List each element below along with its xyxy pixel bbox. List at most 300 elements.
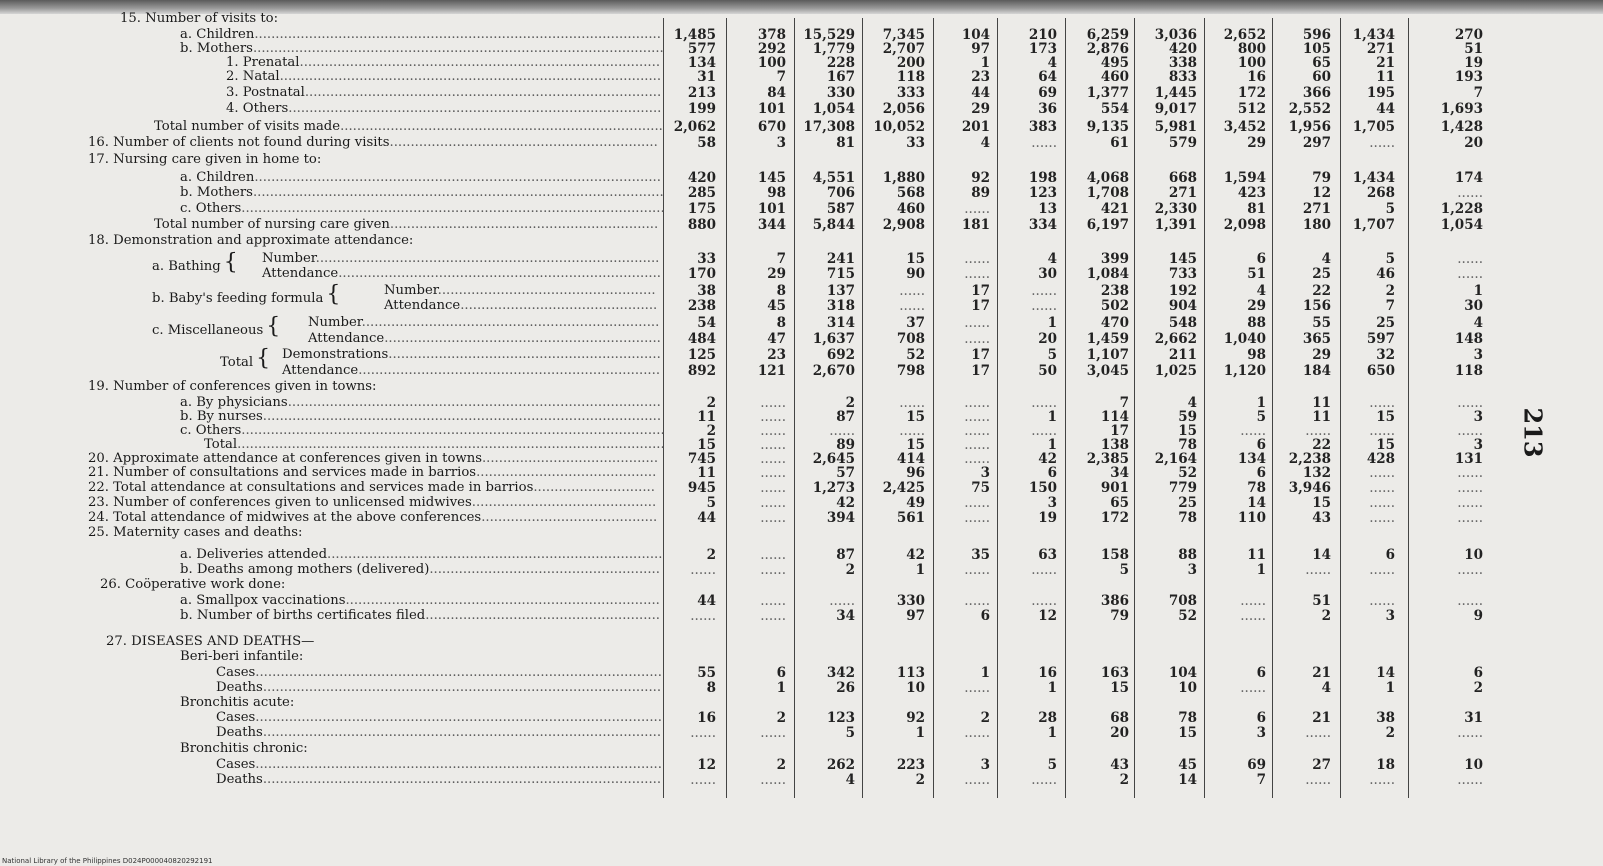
table-cell: ......: [1369, 480, 1395, 496]
table-cell: 2,552: [1288, 101, 1331, 117]
row-label-text: 16. Number of clients not found during visits: [88, 135, 390, 150]
table-cell: 15: [1110, 680, 1129, 696]
table-cell: ......: [1031, 298, 1057, 314]
table-cell: 16: [1247, 69, 1266, 85]
table-cell: 708: [896, 331, 925, 347]
table-cell: 6: [776, 665, 786, 681]
table-cell: 211: [1168, 347, 1197, 363]
table-cell: 38: [697, 283, 716, 299]
row-label: [88, 380, 376, 394]
table-cell: ......: [1457, 593, 1483, 609]
table-cell: 421: [1100, 201, 1129, 217]
table-cell: ......: [964, 409, 990, 425]
table-cell: 1,391: [1154, 217, 1197, 233]
table-cell: 399: [1100, 251, 1129, 267]
row-label-text: Demonstrations: [282, 347, 389, 362]
table-cell: 79: [1110, 608, 1129, 624]
row-label-text: a. Children: [180, 27, 255, 42]
leader-dots: ...............................................................................................: [262, 680, 662, 695]
brace-symbol: {: [266, 314, 281, 339]
table-cell: 15: [906, 437, 925, 453]
table-cell: 5: [845, 725, 855, 741]
row-label: [88, 526, 302, 540]
table-cell: 420: [1168, 41, 1197, 57]
table-cell: 5: [706, 495, 716, 511]
table-cell: 134: [687, 55, 716, 71]
table-cell: ......: [760, 772, 786, 788]
row-label: [180, 563, 660, 577]
table-cell: 25: [1312, 266, 1331, 282]
row-label: [180, 696, 294, 710]
row-label: [282, 364, 660, 378]
table-cell: 5,844: [812, 217, 855, 233]
table-cell: 5: [1385, 251, 1395, 267]
row-label-text: 3. Postnatal: [226, 85, 305, 100]
row-label-text: 26. Coöperative work done:: [100, 577, 286, 592]
table-cell: 2,062: [673, 119, 716, 135]
row-label-text: a. By physicians: [180, 395, 288, 410]
table-cell: 23: [767, 347, 786, 363]
table-cell: ......: [964, 331, 990, 347]
table-cell: 5: [1385, 201, 1395, 217]
table-cell: 2,238: [1288, 451, 1331, 467]
group-label: c. Miscellaneous: [152, 323, 264, 338]
table-cell: 17: [1110, 423, 1129, 439]
table-cell: 51: [1247, 266, 1266, 282]
table-cell: 38: [1376, 710, 1395, 726]
table-cell: ......: [760, 495, 786, 511]
table-cell: 31: [697, 69, 716, 85]
table-cell: 1: [1047, 680, 1057, 696]
table-cell: 460: [896, 201, 925, 217]
row-label-text: Deaths: [216, 725, 263, 740]
leader-dots: ............................................: [471, 495, 657, 510]
table-cell: 6: [1473, 665, 1483, 681]
table-cell: ......: [1031, 395, 1057, 411]
table-cell: 3: [1473, 437, 1483, 453]
row-label: [216, 726, 661, 740]
table-cell: ......: [964, 315, 990, 331]
row-label-text: Deaths: [216, 772, 263, 787]
table-cell: 45: [767, 298, 786, 314]
table-cell: 98: [767, 185, 786, 201]
table-cell: 20: [1464, 135, 1483, 151]
table-cell: 30: [1038, 266, 1057, 282]
table-cell: 35: [971, 547, 990, 563]
row-label: [88, 466, 656, 480]
table-cell: 180: [1302, 217, 1331, 233]
table-cell: 223: [896, 757, 925, 773]
table-cell: ......: [1457, 266, 1483, 282]
leader-dots: .......................................................: [429, 562, 660, 577]
table-cell: 270: [1454, 27, 1483, 43]
table-cell: 1,228: [1440, 201, 1483, 217]
table-cell: 17: [971, 363, 990, 379]
table-cell: 4: [980, 135, 990, 151]
table-cell: 1: [1047, 409, 1057, 425]
table-cell: ......: [964, 266, 990, 282]
table-cell: 1,084: [1086, 266, 1129, 282]
row-label: [216, 758, 662, 772]
table-cell: 78: [1247, 480, 1266, 496]
row-label: [88, 496, 656, 510]
table-cell: 297: [1302, 135, 1331, 151]
table-cell: ......: [760, 593, 786, 609]
row-label: [262, 267, 661, 281]
table-cell: 9,017: [1154, 101, 1197, 117]
table-cell: 28: [1038, 710, 1057, 726]
table-cell: 213: [687, 85, 716, 101]
table-cell: 57: [836, 465, 855, 481]
table-cell: ......: [1240, 608, 1266, 624]
table-cell: 156: [1302, 298, 1331, 314]
table-cell: 29: [1247, 298, 1266, 314]
table-cell: 75: [971, 480, 990, 496]
row-label: [226, 56, 660, 70]
table-cell: 173: [1028, 41, 1057, 57]
table-cell: 64: [1038, 69, 1057, 85]
table-cell: ......: [1457, 510, 1483, 526]
leader-dots: ...........................................................................: [345, 593, 660, 608]
table-cell: 1,880: [882, 170, 925, 186]
table-cell: 44: [697, 593, 716, 609]
table-cell: 2: [845, 395, 855, 411]
row-label: [216, 711, 662, 725]
table-cell: 9: [1473, 608, 1483, 624]
row-label: [180, 424, 665, 438]
table-cell: ......: [1031, 423, 1057, 439]
table-cell: 470: [1100, 315, 1129, 331]
row-label: [106, 635, 314, 649]
row-label: [88, 452, 658, 466]
table-cell: ......: [1369, 395, 1395, 411]
table-cell: 1: [1385, 680, 1395, 696]
table-cell: ......: [1031, 772, 1057, 788]
row-label-text: Total number of visits made: [154, 119, 341, 134]
table-cell: 1,707: [1352, 217, 1395, 233]
table-cell: 16: [697, 710, 716, 726]
row-label-text: Number: [308, 315, 362, 330]
row-label: [282, 348, 661, 362]
table-cell: 25: [1178, 495, 1197, 511]
table-cell: 10,052: [873, 119, 925, 135]
row-label: [180, 548, 662, 562]
table-cell: 2,662: [1154, 331, 1197, 347]
table-cell: 268: [1366, 185, 1395, 201]
row-label-text: Attendance: [282, 363, 359, 378]
table-cell: 7: [776, 251, 786, 267]
table-cell: 1,054: [1440, 217, 1483, 233]
leader-dots: ......................................................................................................: [237, 437, 665, 452]
table-cell: 5,981: [1154, 119, 1197, 135]
table-cell: ......: [760, 437, 786, 453]
table-cell: 6: [1256, 710, 1266, 726]
column-rule: [1340, 18, 1341, 798]
row-label-text: b. Deaths among mothers (delivered): [180, 562, 430, 577]
table-cell: 333: [896, 85, 925, 101]
table-cell: ......: [829, 423, 855, 439]
leader-dots: ..................................................................................................: [252, 41, 664, 56]
table-cell: 132: [1302, 465, 1331, 481]
column-rule: [1272, 18, 1273, 798]
table-cell: 54: [697, 315, 716, 331]
row-label: [262, 252, 659, 266]
row-label-text: 18. Demonstration and approximate attendance:: [88, 233, 414, 248]
table-cell: 668: [1168, 170, 1197, 186]
column-rule: [794, 18, 795, 798]
column-rule: [1134, 18, 1135, 798]
table-cell: 650: [1366, 363, 1395, 379]
table-cell: 383: [1028, 119, 1057, 135]
leader-dots: .....................................................................................................: [241, 201, 665, 216]
leader-dots: .................................................................................................: [254, 27, 661, 42]
table-cell: ......: [1369, 510, 1395, 526]
table-cell: 34: [836, 608, 855, 624]
table-cell: ......: [1240, 423, 1266, 439]
row-label: [180, 28, 661, 42]
table-cell: 61: [1110, 135, 1129, 151]
row-label: [180, 42, 664, 56]
table-cell: 134: [1237, 451, 1266, 467]
table-cell: 170: [687, 266, 716, 282]
table-cell: 121: [757, 363, 786, 379]
table-cell: 11: [1376, 69, 1395, 85]
table-cell: 484: [687, 331, 716, 347]
table-cell: 2,908: [882, 217, 925, 233]
table-cell: 68: [1110, 710, 1129, 726]
table-cell: 1,120: [1223, 363, 1266, 379]
table-cell: 1,107: [1086, 347, 1129, 363]
column-rule: [997, 18, 998, 798]
brace-symbol: {: [326, 282, 341, 307]
table-cell: 292: [757, 41, 786, 57]
table-cell: ......: [1457, 465, 1483, 481]
table-cell: 670: [757, 119, 786, 135]
row-label-text: c. Others: [180, 201, 242, 216]
table-cell: 200: [896, 55, 925, 71]
table-cell: 4: [1321, 251, 1331, 267]
table-cell: 104: [961, 27, 990, 43]
group-label: Total: [220, 355, 254, 370]
table-cell: 238: [1100, 283, 1129, 299]
column-rule: [726, 18, 727, 798]
table-cell: ......: [760, 480, 786, 496]
table-cell: 577: [687, 41, 716, 57]
table-cell: 42: [1038, 451, 1057, 467]
table-cell: ......: [899, 298, 925, 314]
table-cell: 9,135: [1086, 119, 1129, 135]
table-cell: 1,705: [1352, 119, 1395, 135]
table-cell: ......: [690, 562, 716, 578]
table-cell: 1: [1047, 725, 1057, 741]
row-label: [308, 332, 661, 346]
table-cell: ......: [1457, 395, 1483, 411]
table-cell: 11: [1312, 395, 1331, 411]
table-cell: ......: [760, 562, 786, 578]
table-cell: ......: [760, 423, 786, 439]
row-label: [154, 218, 658, 232]
row-label-text: Attendance: [262, 266, 339, 281]
table-cell: ......: [964, 251, 990, 267]
table-cell: ......: [899, 283, 925, 299]
table-cell: 69: [1247, 757, 1266, 773]
table-cell: 386: [1100, 593, 1129, 609]
table-cell: 125: [687, 347, 716, 363]
table-cell: 79: [1312, 170, 1331, 186]
row-label-text: 17. Nursing care given in home to:: [88, 152, 322, 167]
row-label: [180, 609, 660, 623]
row-label: [154, 120, 663, 134]
table-cell: ......: [690, 608, 716, 624]
table-cell: ......: [1305, 725, 1331, 741]
table-cell: 779: [1168, 480, 1197, 496]
table-cell: 2: [1385, 283, 1395, 299]
table-cell: 241: [826, 251, 855, 267]
table-cell: 3: [980, 757, 990, 773]
table-cell: ......: [1305, 423, 1331, 439]
row-label-text: 15. Number of visits to:: [120, 11, 279, 26]
table-cell: 1,459: [1086, 331, 1129, 347]
table-cell: 708: [1168, 593, 1197, 609]
table-cell: 23: [971, 69, 990, 85]
table-cell: 97: [906, 608, 925, 624]
brace-symbol: {: [256, 346, 271, 371]
row-label: [204, 438, 665, 452]
table-cell: 597: [1366, 331, 1395, 347]
table-cell: 30: [1464, 298, 1483, 314]
table-cell: 1: [1047, 437, 1057, 453]
leader-dots: .....................................................................................: [304, 85, 662, 100]
table-cell: ......: [1457, 772, 1483, 788]
column-rule: [933, 18, 934, 798]
table-cell: 1,693: [1440, 101, 1483, 117]
table-cell: 2: [1385, 725, 1395, 741]
table-cell: 13: [1038, 201, 1057, 217]
table-cell: 1: [1256, 562, 1266, 578]
table-cell: 3,946: [1288, 480, 1331, 496]
table-cell: 800: [1237, 41, 1266, 57]
table-cell: 3: [1385, 608, 1395, 624]
table-cell: ......: [964, 451, 990, 467]
table-cell: 181: [961, 217, 990, 233]
table-cell: 87: [836, 409, 855, 425]
table-cell: ......: [964, 680, 990, 696]
table-cell: 11: [1247, 547, 1266, 563]
table-cell: 11: [1312, 409, 1331, 425]
table-cell: 101: [757, 101, 786, 117]
table-cell: 12: [1038, 608, 1057, 624]
leader-dots: .................................................................................................: [254, 170, 661, 185]
row-label-text: Bronchitis chronic:: [180, 741, 308, 756]
table-cell: ......: [1457, 495, 1483, 511]
table-cell: 87: [836, 547, 855, 563]
table-cell: 745: [687, 451, 716, 467]
table-cell: 330: [896, 593, 925, 609]
row-label-text: Attendance: [384, 298, 461, 313]
table-cell: 706: [826, 185, 855, 201]
leader-dots: ...............................................................................................: [262, 409, 662, 424]
table-cell: 1,708: [1086, 185, 1129, 201]
table-cell: 10: [906, 680, 925, 696]
table-cell: 15: [906, 251, 925, 267]
table-cell: 100: [757, 55, 786, 71]
table-cell: 81: [1247, 201, 1266, 217]
row-label-text: 21. Number of consultations and services made in barrios: [88, 465, 477, 480]
table-cell: 2: [915, 772, 925, 788]
table-cell: 6: [1256, 437, 1266, 453]
table-cell: 2: [706, 423, 716, 439]
leader-dots: .............................................................................: [338, 266, 661, 281]
table-cell: 158: [1100, 547, 1129, 563]
table-cell: 59: [1178, 409, 1197, 425]
leader-dots: ................................................................................: [327, 547, 663, 562]
table-cell: 6,197: [1086, 217, 1129, 233]
row-label-text: Number: [384, 283, 438, 298]
table-cell: 2: [776, 710, 786, 726]
table-cell: ......: [1369, 495, 1395, 511]
table-cell: 3,036: [1154, 27, 1197, 43]
table-cell: 123: [1028, 185, 1057, 201]
leader-dots: ...........................................: [476, 465, 657, 480]
row-label: [88, 234, 413, 248]
group-label: a. Bathing: [152, 259, 221, 274]
table-cell: 12: [697, 757, 716, 773]
table-cell: 1,377: [1086, 85, 1129, 101]
table-cell: 1,956: [1288, 119, 1331, 135]
row-label-text: Number: [262, 251, 316, 266]
table-cell: 44: [971, 85, 990, 101]
table-cell: 29: [1247, 135, 1266, 151]
table-cell: ......: [899, 423, 925, 439]
leader-dots: ...............................................: [460, 298, 658, 313]
table-cell: 271: [1366, 41, 1395, 57]
leader-dots: ..................................................................: [384, 331, 661, 346]
table-cell: 1,434: [1352, 27, 1395, 43]
table-cell: 334: [1028, 217, 1057, 233]
table-cell: 4: [1473, 315, 1483, 331]
table-cell: 44: [697, 510, 716, 526]
table-cell: 193: [1454, 69, 1483, 85]
table-cell: 5: [1047, 757, 1057, 773]
table-cell: 114: [1100, 409, 1129, 425]
row-label: [180, 742, 308, 756]
table-cell: 833: [1168, 69, 1197, 85]
table-cell: 88: [1247, 315, 1266, 331]
row-label: [88, 511, 657, 525]
table-cell: 1,273: [812, 480, 855, 496]
table-cell: 548: [1168, 315, 1197, 331]
table-cell: 33: [697, 251, 716, 267]
table-cell: 60: [1312, 69, 1331, 85]
table-cell: 88: [1178, 547, 1197, 563]
table-cell: 210: [1028, 27, 1057, 43]
table-cell: 123: [826, 710, 855, 726]
table-cell: ......: [1457, 725, 1483, 741]
table-cell: 15: [1178, 725, 1197, 741]
row-label-text: b. By nurses: [180, 409, 263, 424]
table-cell: 150: [1028, 480, 1057, 496]
table-cell: 8: [706, 680, 716, 696]
table-cell: 271: [1168, 185, 1197, 201]
leader-dots: .................................................................................................: [255, 665, 662, 680]
table-cell: 46: [1376, 266, 1395, 282]
table-cell: 1,434: [1352, 170, 1395, 186]
table-cell: 1: [1473, 283, 1483, 299]
table-cell: 175: [687, 201, 716, 217]
table-cell: 52: [1178, 608, 1197, 624]
row-label-text: a. Deliveries attended: [180, 547, 328, 562]
table-cell: 14: [1376, 665, 1395, 681]
